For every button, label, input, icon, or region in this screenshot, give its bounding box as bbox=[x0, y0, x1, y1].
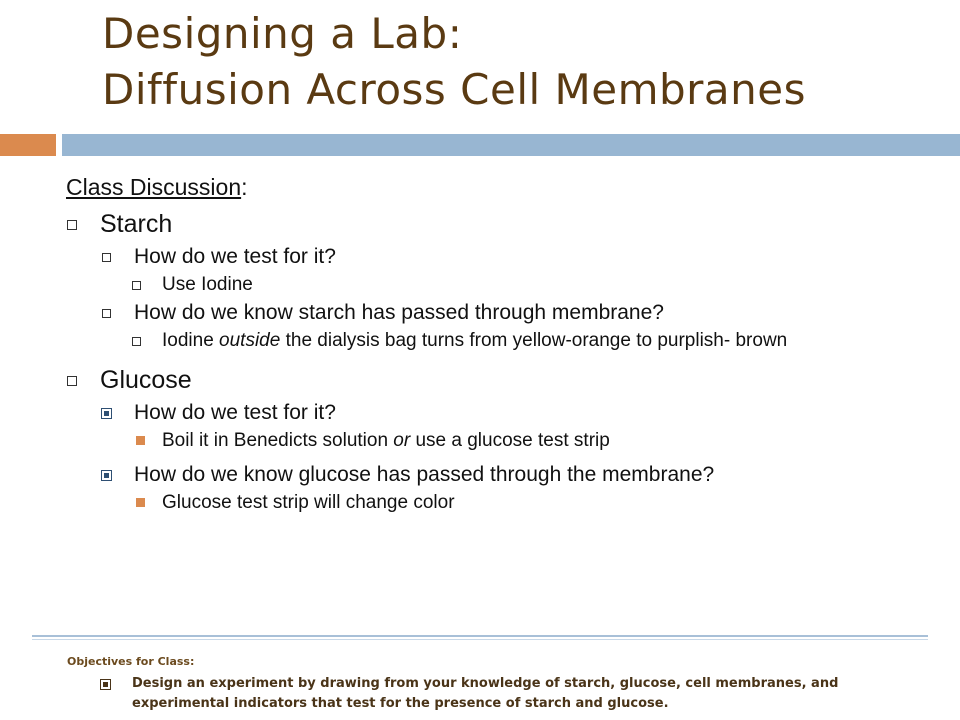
bullet-glucose-q1 bbox=[66, 400, 946, 426]
bullet-text: How do we know glucose has passed through the membrane? bbox=[134, 463, 715, 486]
bullet-glucose-a2 bbox=[66, 492, 946, 514]
bullet-glucose-q2 bbox=[66, 462, 946, 488]
bullet-text: Glucose test strip will change color bbox=[162, 492, 455, 513]
bullet-text: How do we test for it? bbox=[134, 245, 336, 268]
hollow-square-bullet-icon bbox=[132, 337, 141, 346]
bullet-starch-a2 bbox=[66, 330, 946, 352]
section-heading bbox=[66, 170, 946, 204]
footer-divider-thin bbox=[32, 639, 928, 640]
accent-bar-blue bbox=[62, 134, 960, 156]
bullet-text: How do we test for it? bbox=[134, 401, 336, 424]
bullet-text: Glucose bbox=[100, 366, 192, 394]
filled-square-bullet-icon bbox=[100, 679, 111, 690]
slide-title bbox=[102, 6, 806, 118]
orange-square-bullet-icon bbox=[136, 498, 145, 507]
title-line-2: Diffusion Across Cell Membranes bbox=[102, 65, 807, 114]
bullet-starch-q2 bbox=[66, 300, 946, 326]
heading-underlined-text: Class Discussion bbox=[66, 174, 242, 200]
hollow-square-bullet-icon bbox=[67, 220, 77, 230]
orange-square-bullet-icon bbox=[136, 436, 145, 445]
slide-content bbox=[66, 170, 946, 514]
heading-colon: : bbox=[241, 174, 248, 200]
bullet-text-end: the dialysis bag turns from yellow-orange to purplish- brown bbox=[280, 330, 788, 351]
bullet-text-end: use a glucose test strip bbox=[410, 430, 610, 451]
bullet-starch bbox=[66, 208, 946, 240]
bullet-glucose bbox=[66, 364, 946, 396]
hollow-square-bullet-icon bbox=[132, 281, 141, 290]
bullet-text: Starch bbox=[100, 210, 173, 238]
bullet-starch-a1 bbox=[66, 274, 946, 296]
bullet-text-start: Boil it in Benedicts solution bbox=[162, 430, 394, 451]
bullet-text: Use Iodine bbox=[162, 274, 253, 295]
title-line-1: Designing a Lab: bbox=[102, 9, 463, 58]
bullet-glucose-a1 bbox=[66, 430, 946, 452]
footer-divider bbox=[32, 635, 928, 637]
filled-square-bullet-icon bbox=[101, 408, 112, 419]
bullet-text: How do we know starch has passed through membrane? bbox=[134, 301, 664, 324]
hollow-square-bullet-icon bbox=[102, 309, 111, 318]
accent-bar-orange bbox=[0, 134, 56, 156]
hollow-square-bullet-icon bbox=[67, 376, 77, 386]
hollow-square-bullet-icon bbox=[102, 253, 111, 262]
objective-item bbox=[100, 674, 900, 714]
bullet-text-italic: or bbox=[393, 430, 411, 451]
filled-square-bullet-icon bbox=[101, 470, 112, 481]
objective-text: Design an experiment by drawing from your knowledge of starch, glucose, cell membranes, and experimental indicators that test for the presence of starch and glucose. bbox=[132, 676, 839, 711]
bullet-starch-q1 bbox=[66, 244, 946, 270]
objectives-title: Objectives for Class: bbox=[67, 655, 195, 668]
bullet-text-italic: outside bbox=[219, 330, 281, 351]
bullet-text-start: Iodine bbox=[162, 330, 220, 351]
